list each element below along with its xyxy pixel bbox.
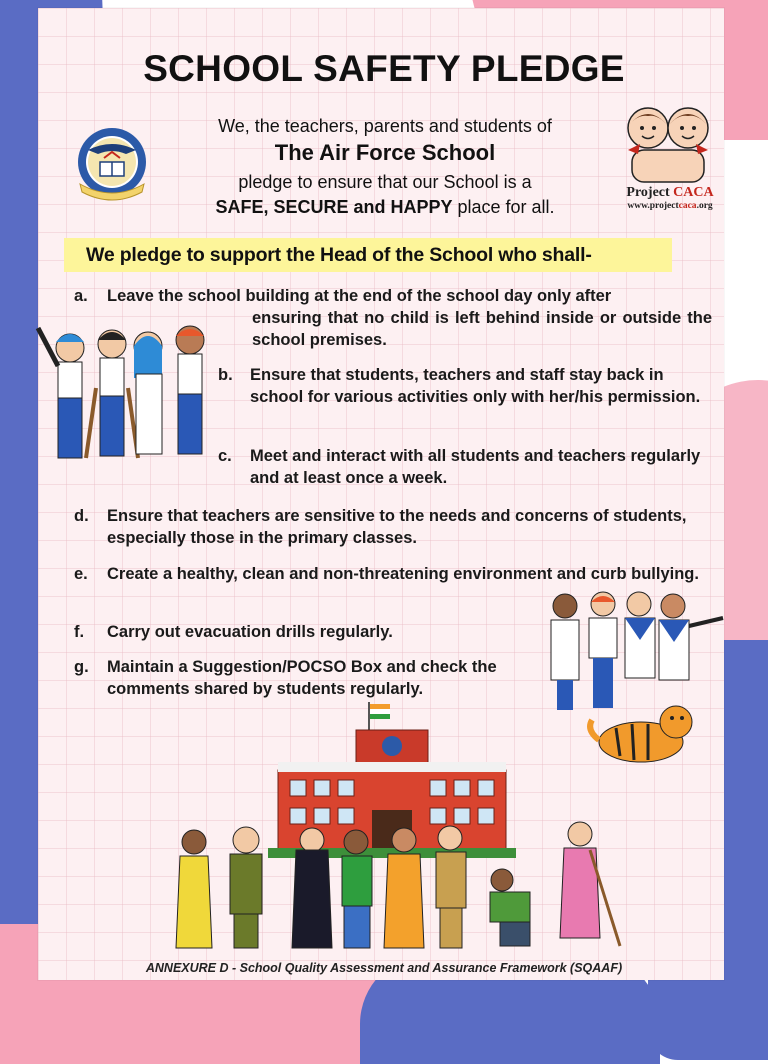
pledge-item-label: e.	[74, 565, 88, 583]
intro-line-4	[150, 197, 620, 218]
pledge-item-text: Create a healthy, clean and non-threatening environment and curb bullying.	[107, 565, 699, 583]
pledge-item-label: b.	[218, 366, 233, 384]
pledge-item-label: g.	[74, 658, 89, 676]
pledge-item-text: Carry out evacuation drills regularly.	[107, 623, 393, 641]
pledge-item-text: Meet and interact with all students and teachers regularly and at least once a week.	[250, 447, 701, 487]
pledge-item-text: Ensure that teachers are sensitive to the needs and concerns of students, especially those in the primary classes.	[107, 507, 687, 547]
pledge-item-label: a.	[74, 287, 88, 305]
school-name: The Air Force School	[274, 140, 496, 165]
pledge-item-c	[218, 445, 708, 489]
pledge-item-d	[74, 505, 714, 549]
pledge-item-text: Ensure that students, teachers and staff stay back in school for various activities only with her/his permission.	[250, 366, 701, 406]
community-members-illustration	[150, 820, 630, 955]
footer-annexure: ANNEXURE D - School Quality Assessment and Assurance Framework (SQAAF)	[145, 961, 623, 975]
project-caca-url	[612, 201, 728, 211]
school-emblem-icon	[66, 118, 158, 210]
intro-line-4-rest: place for all.	[452, 197, 555, 217]
pledge-item-text: Maintain a Suggestion/POCSO Box and check the comments shared by students regularly.	[107, 658, 497, 698]
intro-line-3: pledge to ensure that our School is a	[238, 172, 532, 192]
pledge-item-g	[74, 656, 544, 700]
project-caca-logo-icon	[618, 104, 718, 184]
page-title: SCHOOL SAFETY PLEDGE	[143, 48, 625, 89]
pledge-item-b	[218, 364, 708, 408]
project-caca-name	[612, 185, 728, 201]
intro-emphasis: SAFE, SECURE and HAPPY	[215, 197, 453, 217]
project-url-suffix: .org	[696, 201, 713, 211]
project-name-highlight: CACA	[673, 185, 714, 200]
tiger-illustration	[586, 700, 696, 770]
pledge-item-e	[74, 563, 714, 585]
pledge-item-label: c.	[218, 447, 232, 465]
project-url-highlight: caca	[678, 201, 697, 211]
pledge-banner: We pledge to support the Head of the School who shall-	[64, 238, 672, 272]
students-group-illustration	[30, 318, 215, 478]
pledge-item-text-line1: Leave the school building at the end of the school day only after	[107, 287, 612, 305]
intro-line-1: We, the teachers, parents and students of	[218, 116, 552, 136]
project-url-prefix: www.project	[627, 201, 679, 211]
pledge-item-label: d.	[74, 507, 89, 525]
pledge-item-text-rest: ensuring that no child is left behind inside or outside the school premises.	[252, 309, 712, 349]
project-name-prefix: Project	[626, 185, 674, 200]
pledge-item-label: f.	[74, 623, 85, 641]
